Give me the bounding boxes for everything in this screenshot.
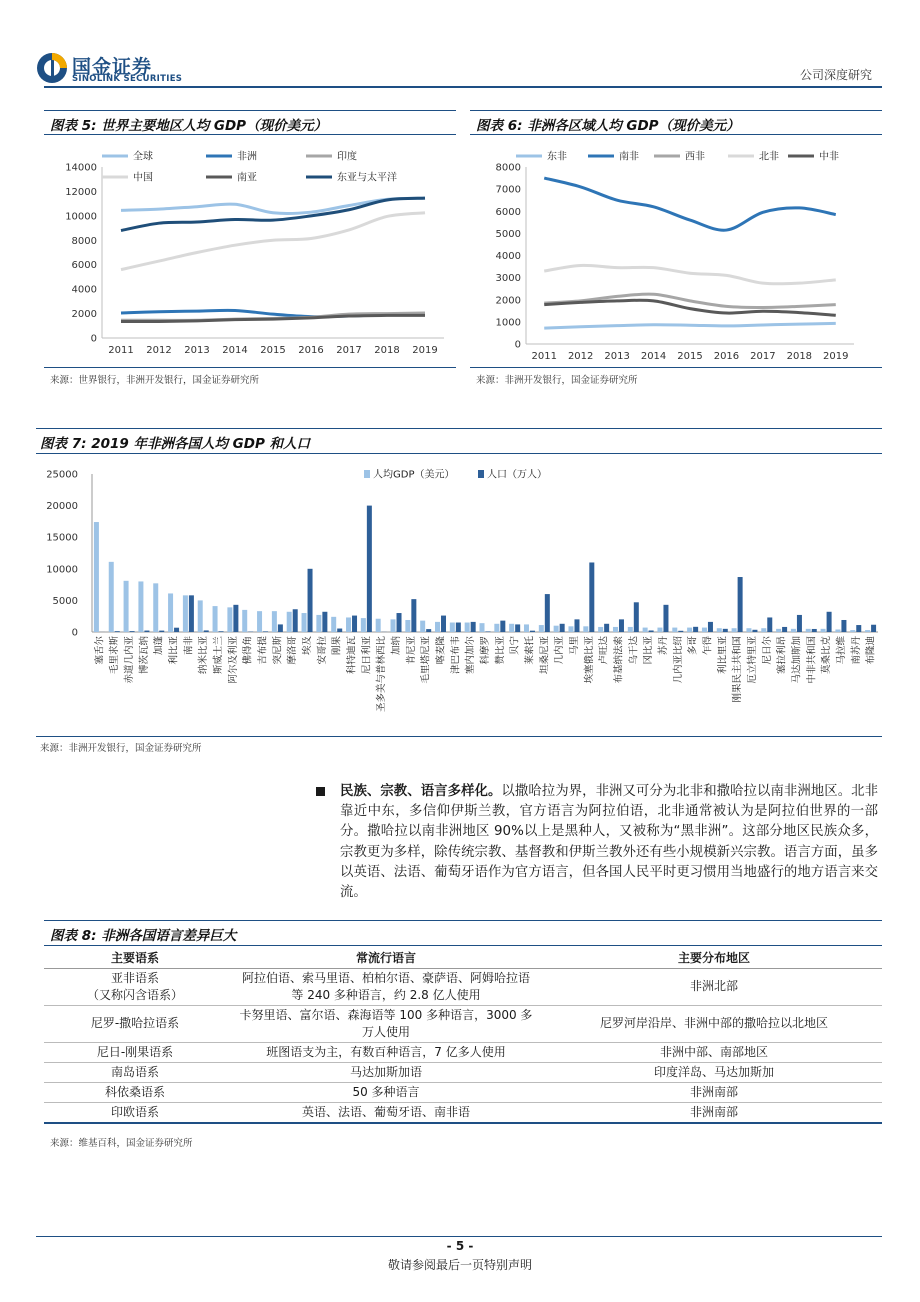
category-label: 莫桑比克 — [821, 636, 833, 675]
population-bar — [159, 631, 164, 632]
fig8-top-rule — [44, 920, 882, 921]
section-paragraph — [340, 782, 878, 903]
legend-label: 全球 — [133, 151, 153, 163]
category-label: 纳米比亚 — [198, 636, 210, 675]
category-label: 南苏丹 — [850, 636, 862, 665]
table-row — [44, 1102, 882, 1123]
category-label: 安哥拉 — [316, 636, 328, 665]
fig5-source: 来源：世界银行，非洲开发银行，国金证券研究所 — [50, 375, 260, 386]
population-bar — [471, 622, 476, 632]
population-bar — [841, 620, 846, 632]
table-row — [44, 1062, 882, 1082]
legend-swatch — [478, 470, 484, 478]
gdp-bar — [657, 628, 662, 632]
category-label: 津巴布韦 — [450, 636, 462, 675]
gdp-bar — [776, 629, 781, 632]
gdp-bar — [331, 617, 336, 632]
fig7-bottom-rule — [36, 736, 882, 737]
fig5-title-rule — [44, 134, 456, 135]
population-bar — [219, 631, 224, 632]
gdp-bar — [198, 600, 203, 632]
category-label: 毛里塔尼亚 — [420, 636, 432, 684]
gdp-bar — [257, 611, 262, 632]
gdp-bar — [242, 610, 247, 632]
population-bar — [308, 569, 313, 632]
x-tick-label: 2015 — [260, 345, 286, 356]
population-bar — [367, 506, 372, 632]
gdp-bar — [554, 626, 559, 632]
category-label: 布基纳法索 — [613, 636, 625, 684]
category-label: 塞内加尔 — [465, 636, 477, 675]
common-languages-cell: 卡努里语、富尔语、森海语等 100 多种语言，3000 多 万人使用 — [226, 1005, 546, 1042]
y-tick-label: 7000 — [495, 184, 521, 196]
population-bar — [767, 617, 772, 632]
gdp-bar — [835, 629, 840, 632]
y-tick-label: 3000 — [495, 273, 521, 285]
legend-label: 非洲 — [237, 151, 257, 163]
gdp-bar — [613, 627, 618, 632]
legend-label: 南亚 — [237, 172, 257, 184]
fig7-top-rule — [36, 428, 882, 429]
category-label: 博茨瓦纳 — [138, 636, 150, 675]
population-bar — [619, 619, 624, 632]
series-line-2 — [544, 178, 836, 230]
category-label: 几内亚比绍 — [672, 636, 684, 684]
gdp-bar — [376, 619, 381, 632]
population-bar — [337, 629, 342, 632]
y-tick-label: 1000 — [495, 317, 521, 329]
x-tick-label: 2017 — [750, 351, 776, 362]
language-family-cell: 尼罗-撒哈拉语系 — [44, 1005, 226, 1042]
language-family-cell: 尼日-刚果语系 — [44, 1042, 226, 1062]
gdp-bar — [687, 628, 692, 632]
fig7-title: 图表 7: 2019 年非洲各国人均 GDP 和人口 — [40, 436, 311, 452]
distribution-region-cell: 非洲南部 — [546, 1082, 882, 1102]
series-line-1 — [544, 323, 836, 328]
y-tick-label: 10000 — [65, 211, 97, 223]
y-tick-label: 12000 — [65, 186, 97, 198]
category-label: 阿尔及利亚 — [227, 636, 239, 684]
category-label: 摩洛哥 — [287, 636, 299, 665]
table-row — [44, 968, 882, 1005]
population-bar — [352, 616, 357, 632]
common-languages-cell: 英语、法语、葡萄牙语、南非语 — [226, 1102, 546, 1123]
distribution-region-cell: 印度洋岛、马达加斯加 — [546, 1062, 882, 1082]
population-bar — [115, 631, 120, 632]
header-rule — [44, 86, 882, 88]
population-bar — [782, 627, 787, 632]
x-tick-label: 2018 — [374, 345, 400, 356]
common-languages-cell: 50 多种语言 — [226, 1082, 546, 1102]
gdp-bar — [405, 620, 410, 632]
gdp-bar — [450, 623, 455, 632]
category-label: 刚果 — [331, 636, 343, 656]
gdp-bar — [746, 628, 751, 632]
common-languages-cell: 马达加斯加语 — [226, 1062, 546, 1082]
category-label: 南非 — [183, 636, 195, 656]
gdp-bar — [346, 617, 351, 632]
population-bar — [411, 599, 416, 632]
x-tick-label: 2013 — [184, 345, 210, 356]
population-bar — [322, 612, 327, 632]
y-tick-label: 2000 — [71, 309, 97, 321]
gdp-bar — [568, 626, 573, 632]
gdp-bar — [806, 629, 811, 632]
y-tick-label: 0 — [514, 339, 521, 351]
x-tick-label: 2014 — [640, 351, 667, 362]
gdp-bar — [94, 522, 99, 632]
gdp-bar — [465, 623, 470, 632]
category-label: 利比亚 — [168, 636, 180, 665]
category-label: 塞拉利昂 — [776, 636, 788, 675]
gdp-bar — [702, 628, 707, 632]
population-bar — [441, 616, 446, 632]
category-label: 莱索托 — [524, 636, 536, 665]
population-bar — [486, 631, 491, 632]
gdp-bar — [183, 595, 188, 632]
fig6-top-rule — [470, 110, 882, 111]
category-label: 赤道几内亚 — [124, 636, 136, 684]
language-family-cell: 南岛语系 — [44, 1062, 226, 1082]
x-tick-label: 2014 — [222, 345, 248, 356]
category-label: 马里 — [568, 636, 580, 656]
fig6-title: 图表 6: 非洲各区域人均 GDP（现价美元） — [476, 118, 740, 134]
category-label: 苏丹 — [657, 636, 669, 656]
fig5-top-rule — [44, 110, 456, 111]
population-bar — [574, 619, 579, 632]
population-bar — [233, 605, 238, 632]
population-bar — [812, 629, 817, 632]
category-label: 马达加斯加 — [791, 636, 803, 684]
gdp-bar — [524, 624, 529, 632]
gdp-bar — [361, 618, 366, 632]
y-tick-label: 4000 — [495, 251, 521, 262]
section-body: 以撒哈拉为界，非洲又可分为北非和撒哈拉以南非洲地区。北非靠近中东，多信仰伊斯兰教，官方语言为阿拉伯语，北非通常被认为是阿拉伯世界的一部分。撒哈拉以南非洲地区 90%以上是黑种人，又被称为“黑非洲”。这部分地区民族众多，宗教更为多样，除传统宗教、基督教和伊斯兰教外还有些小规模新兴宗教。语言方面，虽多以英语、法语、葡萄牙语作为官方语言，但各国人民平时更习惯用当地盛行的地方语言来交流。 — [340, 784, 879, 901]
population-bar — [456, 623, 461, 632]
category-label: 吉布提 — [257, 636, 269, 665]
table-row — [44, 1042, 882, 1062]
category-label: 科摩罗 — [480, 636, 491, 665]
y-tick-label: 15000 — [46, 532, 78, 544]
fig6-bottom-rule — [470, 367, 882, 368]
gdp-bar — [138, 581, 143, 632]
gdp-bar — [643, 628, 648, 632]
population-bar — [263, 631, 268, 632]
x-tick-label: 2018 — [786, 351, 813, 362]
x-tick-label: 2011 — [531, 351, 557, 362]
gdp-bar — [628, 627, 633, 632]
category-label: 多哥 — [687, 636, 699, 656]
population-bar — [871, 625, 876, 632]
population-bar — [278, 624, 283, 632]
language-family-cell: 印欧语系 — [44, 1102, 226, 1123]
y-tick-label: 6000 — [495, 206, 521, 218]
fig6-chart — [470, 140, 882, 362]
table-row — [44, 1005, 882, 1042]
population-bar — [204, 630, 209, 632]
population-bar — [174, 628, 179, 632]
fig7-source: 来源：非洲开发银行，国金证券研究所 — [40, 743, 202, 754]
category-label: 乌干达 — [628, 636, 640, 665]
gdp-bar — [717, 628, 722, 632]
series-line-5 — [121, 315, 425, 321]
gdp-bar — [153, 583, 158, 632]
legend-label: 东非 — [547, 151, 567, 163]
y-tick-label: 5000 — [52, 595, 78, 607]
population-bar — [560, 624, 565, 632]
population-bar — [397, 613, 402, 632]
population-bar — [738, 577, 743, 632]
category-label: 佛得角 — [242, 636, 254, 665]
fig7-chart — [36, 458, 882, 734]
fig8-title: 图表 8: 非洲各国语言差异巨大 — [50, 928, 237, 944]
category-label: 利比里亚 — [717, 636, 729, 675]
x-tick-label: 2011 — [108, 345, 134, 356]
gdp-bar — [109, 562, 114, 632]
x-tick-label: 2019 — [823, 351, 849, 362]
fig7-title-rule — [36, 453, 882, 454]
gdp-bar — [672, 628, 677, 632]
category-label: 斯威士兰 — [213, 636, 225, 675]
y-tick-label: 25000 — [46, 469, 78, 481]
category-label: 厄立特里亚 — [746, 636, 758, 684]
population-bar — [797, 615, 802, 632]
distribution-region-cell: 非洲中部、南部地区 — [546, 1042, 882, 1062]
population-bar — [723, 629, 728, 632]
population-bar — [827, 612, 832, 632]
category-label: 塞舌尔 — [94, 636, 106, 665]
y-tick-label: 5000 — [495, 228, 521, 240]
legend-label: 人均GDP（美元） — [373, 469, 455, 481]
legend-label: 西非 — [685, 151, 705, 163]
distribution-region-cell: 非洲南部 — [546, 1102, 882, 1123]
report-type-label: 公司深度研究 — [799, 68, 872, 82]
population-bar — [634, 602, 639, 632]
category-label: 加蓬 — [153, 636, 165, 656]
category-label: 布隆迪 — [865, 636, 877, 665]
population-bar — [649, 630, 654, 632]
legend-label: 中非 — [819, 151, 839, 163]
population-bar — [752, 630, 757, 632]
legend-label: 中国 — [133, 172, 153, 184]
population-bar — [663, 605, 668, 632]
gdp-bar — [598, 627, 603, 632]
x-tick-label: 2019 — [412, 345, 438, 356]
legend-label: 北非 — [759, 151, 779, 163]
category-label: 科特迪瓦 — [346, 636, 358, 675]
gdp-bar — [509, 624, 514, 632]
section-heading: 民族、宗教、语言多样化。 — [340, 784, 502, 799]
footer-rule — [36, 1236, 882, 1237]
y-tick-label: 10000 — [46, 564, 78, 576]
population-bar — [693, 627, 698, 632]
fig5-title: 图表 5: 世界主要地区人均 GDP（现价美元） — [50, 118, 328, 134]
gdp-bar — [480, 623, 485, 632]
category-label: 埃塞俄比亚 — [583, 636, 595, 684]
series-line-4 — [544, 265, 836, 283]
population-bar — [545, 594, 550, 632]
x-tick-label: 2017 — [336, 345, 362, 356]
series-line-6 — [121, 198, 425, 230]
category-label: 坦桑尼亚 — [539, 636, 551, 675]
distribution-region-cell: 尼罗河岸沿岸、非洲中部的撒哈拉以北地区 — [546, 1005, 882, 1042]
language-table — [44, 948, 882, 1124]
gdp-bar — [213, 606, 218, 632]
category-label: 贝宁 — [509, 636, 521, 656]
population-bar — [589, 562, 594, 632]
legend-label: 印度 — [337, 151, 357, 163]
population-bar — [500, 621, 505, 632]
gdp-bar — [168, 593, 173, 632]
legend-swatch — [364, 470, 370, 478]
gdp-bar — [287, 612, 292, 632]
category-label: 突尼斯 — [272, 636, 284, 665]
category-label: 圣多美与普林西比 — [376, 636, 388, 713]
logo-chinese-name: 国金证券 — [72, 56, 153, 78]
x-tick-label: 2013 — [604, 351, 630, 362]
population-bar — [426, 629, 431, 632]
gdp-bar — [227, 607, 232, 632]
fig5-chart — [44, 140, 456, 362]
logo-english-name: SINOLINK SECURITIES — [72, 74, 183, 84]
y-tick-label: 8000 — [71, 235, 97, 247]
sinolink-logo-icon — [36, 52, 68, 84]
population-bar — [678, 631, 683, 632]
population-bar — [515, 624, 520, 632]
population-bar — [856, 625, 861, 632]
gdp-bar — [732, 628, 737, 632]
category-label: 尼日利亚 — [361, 636, 373, 675]
legend-label: 南非 — [619, 151, 639, 163]
category-label: 赞比亚 — [494, 636, 506, 665]
y-tick-label: 2000 — [495, 295, 521, 307]
col-header-region: 主要分布地区 — [546, 948, 882, 968]
category-label: 加纳 — [391, 636, 403, 656]
col-header-family: 主要语系 — [44, 948, 226, 968]
fig5-bottom-rule — [44, 367, 456, 368]
category-label: 冈比亚 — [643, 636, 655, 665]
category-label: 喀麦隆 — [435, 636, 447, 665]
gdp-bar — [850, 630, 855, 632]
legend-label: 东亚与太平洋 — [337, 172, 397, 184]
y-tick-label: 6000 — [71, 260, 97, 272]
y-tick-label: 20000 — [46, 501, 78, 513]
category-label: 卢旺达 — [598, 636, 610, 665]
common-languages-cell: 班图语支为主，有数百种语言，7 亿多人使用 — [226, 1042, 546, 1062]
population-bar — [130, 631, 135, 632]
gdp-bar — [420, 621, 425, 632]
gdp-bar — [583, 626, 588, 632]
category-label: 刚果民主共和国 — [732, 636, 744, 703]
category-label: 马拉维 — [835, 636, 847, 665]
x-tick-label: 2012 — [567, 351, 594, 362]
population-bar — [189, 595, 194, 632]
legend-label: 人口（万人） — [487, 469, 547, 481]
table-row — [44, 1082, 882, 1102]
gdp-bar — [494, 624, 499, 632]
distribution-region-cell: 非洲北部 — [546, 968, 882, 1005]
common-languages-cell: 阿拉伯语、索马里语、柏柏尔语、豪萨语、阿姆哈拉语 等 240 多种语言，约 2.8 亿人使用 — [226, 968, 546, 1005]
fig6-title-rule — [470, 134, 882, 135]
language-family-cell: 亚非语系 （又称闪含语系） — [44, 968, 226, 1005]
gdp-bar — [821, 629, 826, 632]
category-label: 埃及 — [302, 636, 314, 656]
y-tick-label: 0 — [71, 627, 78, 639]
bullet-square-icon — [316, 787, 325, 796]
y-tick-label: 0 — [90, 333, 97, 345]
population-bar — [530, 631, 535, 632]
fig6-source: 来源：非洲开发银行，国金证券研究所 — [476, 375, 638, 386]
y-tick-label: 8000 — [495, 162, 521, 174]
population-bar — [604, 624, 609, 632]
category-label: 中非共和国 — [806, 636, 818, 684]
category-label: 毛里求斯 — [109, 636, 121, 675]
population-bar — [293, 609, 298, 632]
gdp-bar — [539, 625, 544, 632]
category-label: 尼日尔 — [761, 636, 773, 665]
gdp-bar — [435, 622, 440, 632]
table-header-row — [44, 948, 882, 968]
gdp-bar — [865, 630, 870, 632]
gdp-bar — [391, 619, 396, 632]
footer-disclaimer: 敬请参阅最后一页特别声明 — [387, 1258, 532, 1272]
gdp-bar — [302, 613, 307, 632]
y-tick-label: 14000 — [65, 162, 97, 174]
gdp-bar — [272, 611, 277, 632]
x-tick-label: 2015 — [677, 351, 703, 362]
category-label: 乍得 — [702, 636, 714, 656]
x-tick-label: 2016 — [713, 351, 740, 362]
fig8-title-rule — [44, 945, 882, 946]
gdp-bar — [316, 615, 321, 632]
category-label: 肯尼亚 — [405, 636, 417, 665]
language-family-cell: 科依桑语系 — [44, 1082, 226, 1102]
col-header-languages: 常流行语言 — [226, 948, 546, 968]
gdp-bar — [761, 628, 766, 632]
population-bar — [144, 631, 149, 632]
category-label: 几内亚 — [554, 636, 566, 665]
x-tick-label: 2016 — [298, 345, 324, 356]
gdp-bar — [791, 629, 796, 632]
y-tick-label: 4000 — [71, 284, 97, 296]
population-bar — [708, 622, 713, 632]
page-number: - 5 - — [446, 1239, 474, 1253]
x-tick-label: 2012 — [146, 345, 172, 356]
gdp-bar — [124, 581, 129, 632]
fig8-source: 来源：维基百科，国金证券研究所 — [50, 1138, 193, 1149]
